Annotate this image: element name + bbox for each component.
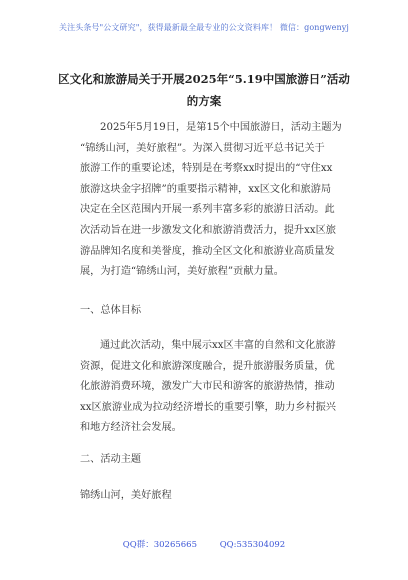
section-heading-theme: 二、活动主题	[80, 454, 142, 465]
paragraph-line: 资源，促进文化和旅游深度融合，提升旅游服务质量，优	[80, 360, 335, 372]
footer-contact	[0, 538, 408, 550]
paragraph-line: 通过此次活动，集中展示xx区丰富的自然和文化旅游	[100, 340, 336, 351]
paragraph-line: 次活动旨在进一步激发文化和旅游消费活力，提升xx区旅	[80, 224, 336, 236]
paragraph-line: 游品牌知名度和美誉度，推动全区文化和旅游业高质量发	[80, 245, 335, 257]
paragraph-line: “锦绣山河，美好旅程”。为深入贯彻习近平总书记关于	[80, 142, 325, 154]
section-heading-goals: 一、总体目标	[80, 305, 142, 316]
paragraph-line: xx区旅游业成为拉动经济增长的重要引擎，助力乡村振兴	[80, 401, 336, 413]
paragraph-line: 展，为打造“锦绣山河，美好旅程”贡献力量。	[80, 266, 284, 278]
paragraph-line: 旅游工作的重要论述，特别是在考察xx时提出的“守住xx	[80, 163, 333, 175]
header-banner: 关注头条号"公文研究"，获得最新最全最专业的公文资料库！ 微信：gongwenyj	[59, 23, 349, 32]
footer-qq-number: QQ:535304092	[219, 540, 286, 550]
intro-paragraph	[80, 118, 362, 283]
title-line: 的方案	[186, 94, 222, 108]
paragraph-line: 决定在全区范围内开展一系列丰富多彩的旅游日活动。此	[80, 204, 335, 216]
paragraph-line: 化旅游消费环境，激发广大市民和游客的旅游热情，推动	[80, 381, 335, 393]
goals-paragraph	[80, 336, 362, 439]
paragraph-line: 和地方经济社会发展。	[80, 422, 182, 434]
paragraph-line: 旅游这块金字招牌”的重要指示精神，xx区文化和旅游局	[80, 183, 332, 195]
theme-text: 锦绣山河，美好旅程	[80, 490, 172, 501]
paragraph-line: 2025年5月19日，是第15个中国旅游日，活动主题为	[100, 122, 342, 133]
document-title	[40, 68, 368, 112]
footer-qq-group: QQ群：30265665	[122, 540, 197, 550]
title-line: 区文化和旅游局关于开展2025年“5.19中国旅游日”活动	[58, 72, 350, 86]
